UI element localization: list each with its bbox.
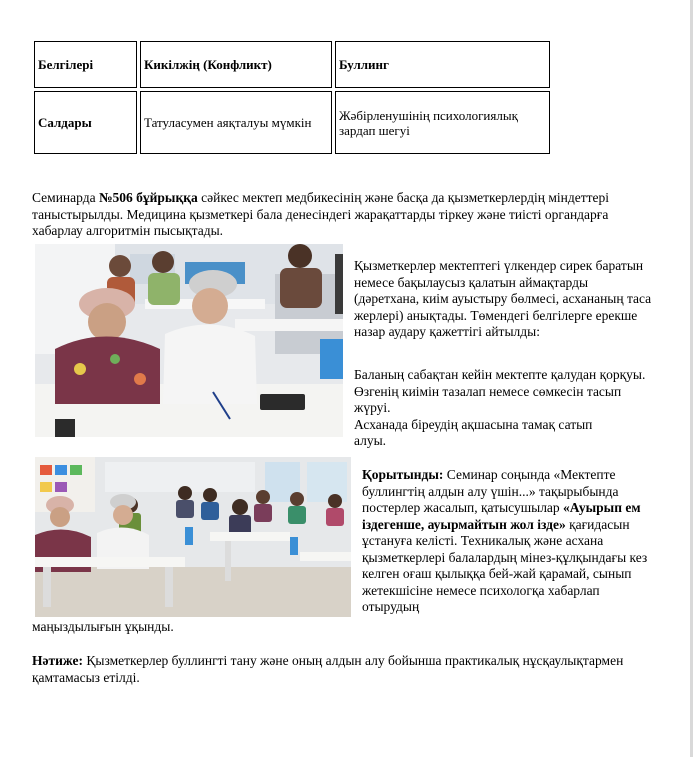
table-cell-label: Белгілері: [34, 41, 137, 88]
table-row: [34, 41, 550, 88]
conclusion-motto: «Ауырып ем іздегенше, ауырмайтын жол ізде»: [362, 500, 641, 532]
intro-lead: Семинарда: [32, 190, 99, 205]
comparison-table: [31, 38, 553, 157]
table-row: [34, 91, 550, 154]
intro-paragraph: [32, 190, 622, 240]
seminar-photo-2: [35, 457, 351, 617]
list-item: Баланың сабақтан кейін мектепте қалудан қорқуы.: [354, 367, 646, 382]
conclusion-label: Қорытынды:: [362, 467, 444, 482]
zones-paragraph: [354, 258, 654, 341]
order-number: №506 бұйрыққа: [98, 190, 198, 205]
conclusion-paragraph: [362, 467, 652, 616]
conclusion-tail: маңыздылығын ұқынды.: [32, 619, 174, 634]
result-label: Нәтиже:: [32, 653, 84, 668]
table-cell-bullying: Жәбірленушінің психологиялық зардап шегуі: [335, 91, 550, 154]
table-cell-conflict: Татуласумен аяқталуы мүмкін: [140, 91, 332, 154]
result-text: Қызметкерлер буллингті тану және оның алдын алу бойынша практикалық нұсқаулықтармен қамтамасыз етілді.: [32, 653, 624, 685]
conclusion-text-1: Семинар соңында «Мектепте буллингтің алдын алу үшін...» тақырыбында постерлер жасалып, қатысушылар: [362, 467, 619, 515]
signs-list: [354, 367, 654, 450]
intro-rest: сәйкес мектеп медбикесінің және басқа да қызметкерлердің міндеттері таныстырылды. Медицина қызметкері бала денесіндегі жарақаттарды тіркеу және тиісті органдарға хабарлау алгоритмін пысықтады.: [32, 190, 609, 238]
table-cell-label: Салдары: [34, 91, 137, 154]
list-item: Асханада біреудің ақшасына тамақ сатып алуы.: [354, 416, 593, 448]
list-item: Өзгенің киімін тазалап немесе сөмкесін тасып жүруі.: [354, 383, 622, 415]
table-cell-conflict: Кикілжің (Конфликт): [140, 41, 332, 88]
seminar-photo-2-image: [35, 457, 351, 617]
seminar-photo-1: [35, 244, 343, 437]
zones-text: Қызметкерлер мектептегі үлкендер сирек баратын немесе бақылаусыз қалатын аймақтарды (дәретхана, киім ауыстыру бөлмесі, асхананың таса жерлері) анықтады. Төмендегі белгілерге ерекше назар аудару қажеттігі айтылды:: [354, 258, 652, 339]
conclusion-text-2: қағидасын ұстануға келісті. Техникалық және асхана қызметкерлері балалардың мінез-құлқындағы кез келген оғаш қылыққа бей-жай қарамай, сынып жетекшісіне немесе психологқа хабарлап отырудың: [362, 516, 648, 614]
seminar-photo-1-image: [35, 244, 343, 437]
table-cell-bullying: Буллинг: [335, 41, 550, 88]
result-paragraph: [32, 653, 632, 686]
